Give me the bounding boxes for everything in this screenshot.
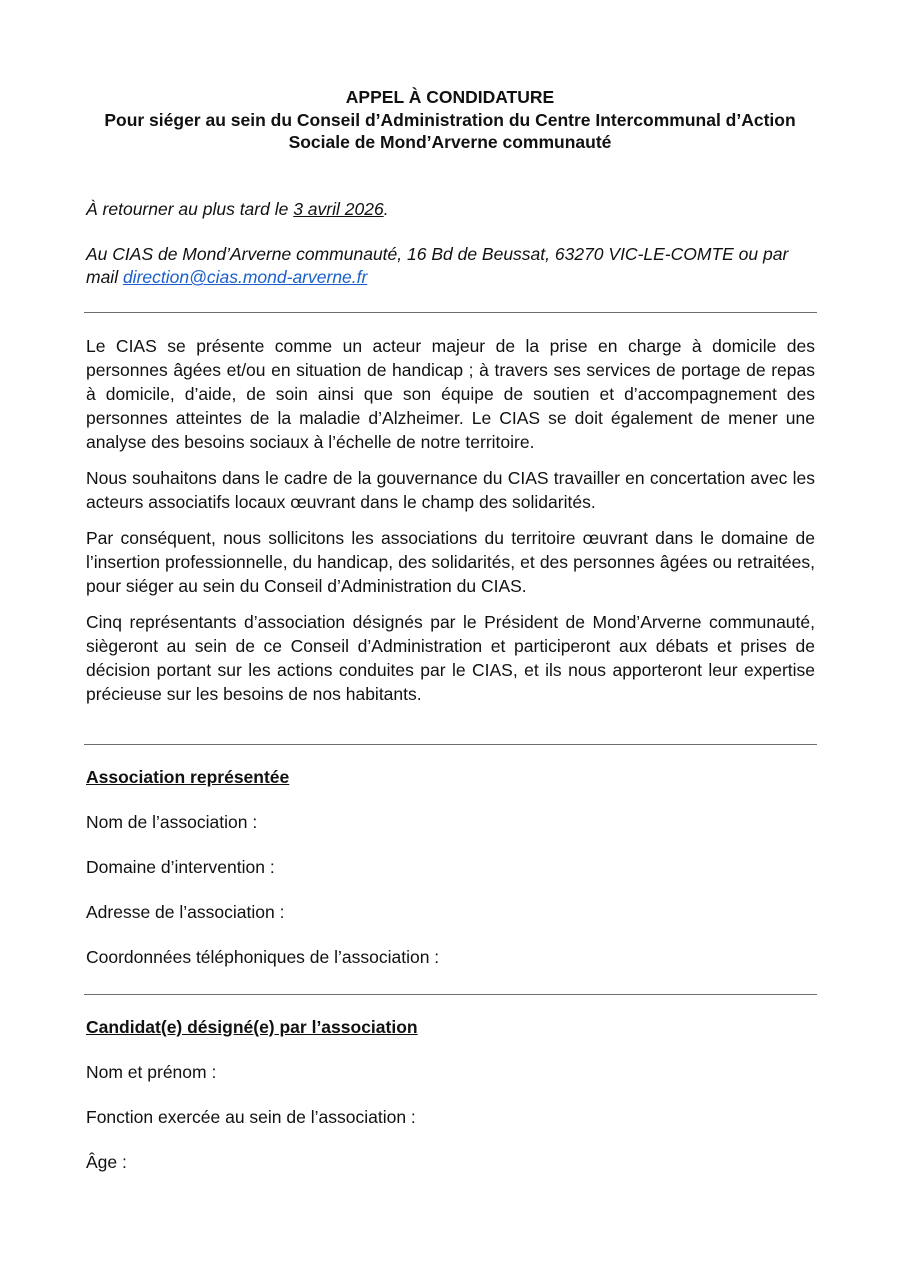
deadline-prefix: À retourner au plus tard le: [86, 199, 294, 219]
deadline-line: [86, 198, 818, 221]
document-header: [84, 86, 816, 154]
divider: [84, 994, 817, 995]
field-association-name: Nom de l’association :: [86, 812, 258, 832]
return-address: [86, 243, 818, 289]
deadline-suffix: .: [383, 199, 389, 219]
intro-paragraph-1: Le CIAS se présente comme un acteur majeur de la prise en charge à domicile des personnes âgées et/ou en situation de handicap ; à travers ses services de portage de repas à domicile, d’aide, de soin ainsi que son équipe de soutien et d’accompagnement des personnes atteintes de la maladie d’Alzheimer. Le CIAS se doit également de mener une analyse des besoins sociaux à l’échelle de notre territoire.: [86, 336, 815, 452]
candidate-section-heading: Candidat(e) désigné(e) par l’association: [86, 1017, 418, 1037]
mail-prefix: mail: [86, 267, 123, 287]
return-address-line-2: [86, 266, 818, 289]
field-association-phone: Coordonnées téléphoniques de l’association :: [86, 947, 440, 967]
divider: [84, 744, 817, 745]
association-section-heading: Association représentée: [86, 767, 290, 787]
document-title: APPEL À CONDIDATURE: [345, 87, 555, 107]
field-intervention-domain: Domaine d’intervention :: [86, 857, 275, 877]
intro-paragraph-4: Cinq représentants d’association désignés par le Président de Mond’Arverne communauté, siègeront au sein de ce Conseil d’Administration et participeront aux débats et prises de décision portant sur les actions conduites par le CIAS, et ils nous apporteront leur expertise précieuse sur les besoins de nos habitants.: [86, 612, 815, 704]
divider: [84, 312, 817, 313]
field-candidate-age: Âge :: [86, 1152, 127, 1172]
email-link[interactable]: direction@cias.mond-arverne.fr: [122, 267, 368, 287]
field-candidate-function: Fonction exercée au sein de l’association :: [86, 1107, 416, 1127]
intro-paragraph-2: Nous souhaitons dans le cadre de la gouvernance du CIAS travailler en concertation avec les acteurs associatifs locaux œuvrant dans le champ des solidarités.: [86, 468, 815, 512]
field-candidate-name: Nom et prénom :: [86, 1062, 217, 1082]
intro-paragraph-3: Par conséquent, nous sollicitons les associations du territoire œuvrant dans le domaine de l’insertion professionnelle, du handicap, des solidarités, et des personnes âgées ou retraitées, pour siéger au sein du Conseil d’Administration du CIAS.: [86, 528, 815, 596]
document-subtitle-line-1: Pour siéger au sein du Conseil d’Administration du Centre Intercommunal d’Action: [104, 109, 796, 130]
return-address-line-1: Au CIAS de Mond’Arverne communauté, 16 Bd de Beussat, 63270 VIC-LE-COMTE ou par: [86, 244, 789, 264]
deadline-date: 3 avril 2026: [293, 199, 384, 219]
field-association-address: Adresse de l’association :: [86, 902, 285, 922]
document-subtitle-line-2: Sociale de Mond’Arverne communauté: [288, 132, 612, 152]
